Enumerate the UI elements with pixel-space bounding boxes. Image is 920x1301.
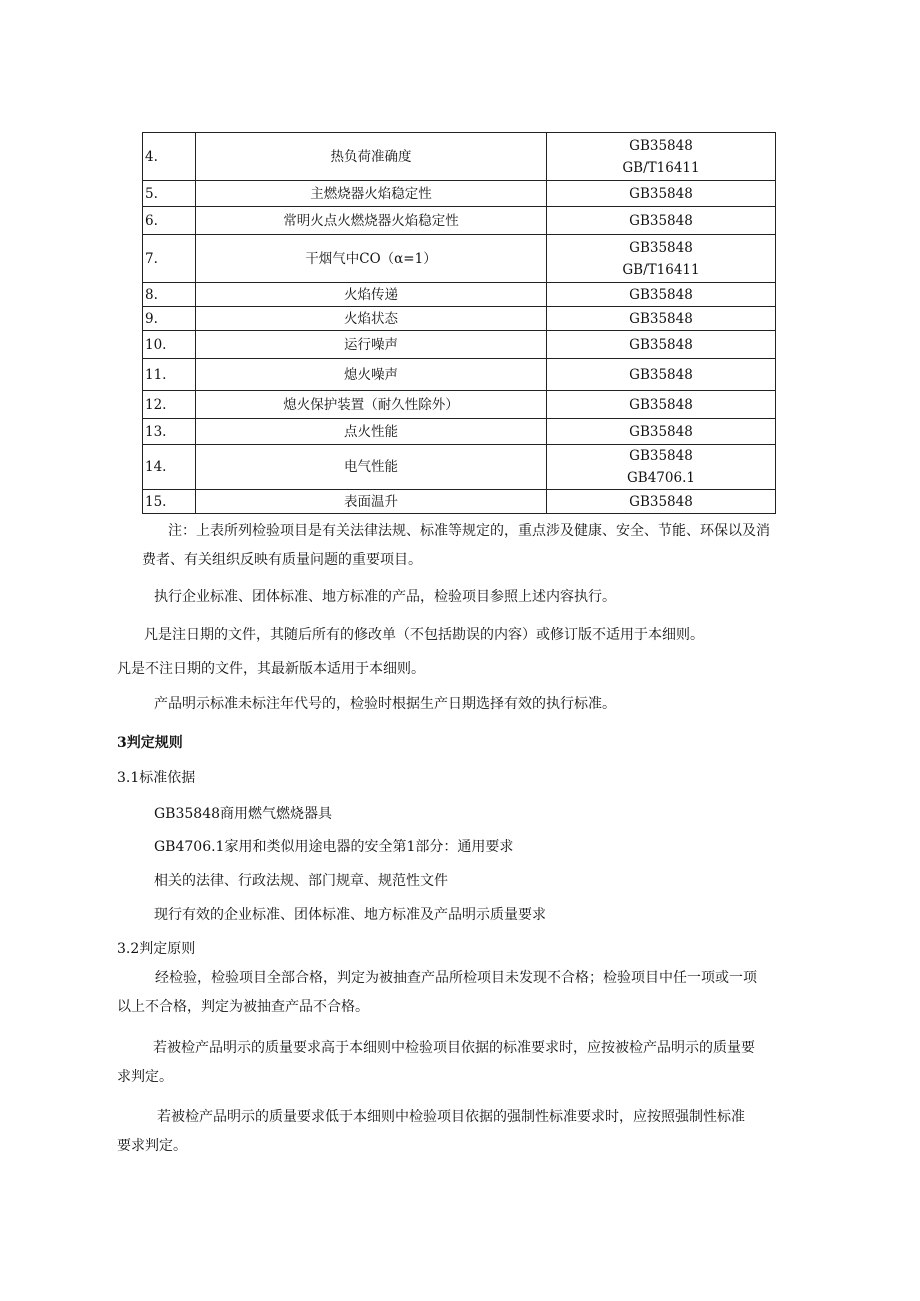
standard-code: GB35848: [629, 366, 693, 383]
inspection-item: 表面温升: [196, 490, 547, 514]
standard-cell: [547, 207, 776, 235]
standard-code: GB35848: [629, 137, 693, 154]
inspection-item: 点火性能: [196, 419, 547, 445]
standard-code: GB35848: [629, 448, 693, 464]
table-row: [143, 133, 776, 181]
exec-standard-paragraph: 执行企业标准、团体标准、地方标准的产品，检验项目参照上述内容执行。: [154, 589, 616, 605]
standard-code: GB35848: [629, 423, 693, 440]
row-number: 15.: [143, 490, 196, 514]
table-row: [143, 359, 776, 391]
row-number: 8.: [143, 283, 196, 307]
standard-cell: [547, 391, 776, 419]
row-number: 14.: [143, 445, 196, 490]
reference-laws: 相关的法律、行政法规、部门规章、规范性文件: [154, 873, 448, 889]
row-number: 6.: [143, 207, 196, 235]
row-number: 11.: [143, 359, 196, 391]
standard-code: GB35848: [629, 212, 693, 229]
standard-code: GB35848: [629, 310, 693, 327]
inspection-item: 热负荷准确度: [196, 133, 547, 181]
table-row: [143, 181, 776, 207]
standard-code: GB35848: [629, 185, 693, 202]
inspection-item: 主燃烧器火焰稳定性: [196, 181, 547, 207]
standard-code: GB/T16411: [622, 261, 700, 278]
inspection-item: 常明火点火燃烧器火焰稳定性: [196, 207, 547, 235]
row-number: 7.: [143, 235, 196, 283]
standard-code: GB35848: [629, 336, 693, 353]
undated-documents-paragraph: 凡是不注日期的文件，其最新版本适用于本细则。: [117, 661, 425, 677]
standard-cell: [547, 419, 776, 445]
standard-cell: [547, 445, 776, 490]
table-row: [143, 419, 776, 445]
standard-cell: [547, 181, 776, 207]
reference-gb35848: GB35848商用燃气燃烧器具: [154, 806, 333, 822]
table-row: [143, 490, 776, 514]
row-number: 12.: [143, 391, 196, 419]
inspection-item: 火焰传递: [196, 283, 547, 307]
section-3-heading: 3判定规则: [117, 735, 183, 751]
inspection-item: 干烟气中CO（α=1）: [196, 235, 547, 283]
table-row: [143, 283, 776, 307]
row-number: 10.: [143, 331, 196, 359]
standard-code: GB35848: [629, 396, 693, 413]
reference-gb4706: GB4706.1家用和类似用途电器的安全第1部分：通用要求: [154, 839, 514, 855]
table-row: [143, 391, 776, 419]
inspection-item: 运行噪声: [196, 331, 547, 359]
standard-code: GB35848: [629, 493, 693, 510]
standard-cell: [547, 235, 776, 283]
judgement-rule-2: 若被检产品明示的质量要求高于本细则中检验项目依据的标准要求时，应按被检产品明示的质量要求判定。: [117, 1040, 755, 1085]
inspection-item: 火焰状态: [196, 307, 547, 331]
standard-cell: [547, 331, 776, 359]
standard-cell: [547, 490, 776, 514]
inspection-items-table: [142, 132, 776, 514]
standard-code: GB35848: [629, 239, 693, 256]
row-number: 9.: [143, 307, 196, 331]
section-3-1-heading: 3.1标准依据: [117, 770, 196, 786]
standard-cell: [547, 307, 776, 331]
inspection-item: 熄火保护装置（耐久性除外）: [196, 391, 547, 419]
inspection-item: 电气性能: [196, 445, 547, 490]
table-row: [143, 331, 776, 359]
row-number: 4.: [143, 133, 196, 181]
judgement-rule-3: 若被检产品明示的质量要求低于本细则中检验项目依据的强制性标准要求时，应按照强制性标准要求判定。: [117, 1109, 745, 1154]
row-number: 5.: [143, 181, 196, 207]
standard-cell: [547, 283, 776, 307]
table-note: 注：上表所列检验项目是有关法律法规、标准等规定的，重点涉及健康、安全、节能、环保以及消费者、有关组织反映有质量问题的重要项目。: [142, 523, 770, 568]
standard-cell: [547, 133, 776, 181]
standard-code: GB/T16411: [622, 159, 700, 176]
table-row: [143, 235, 776, 283]
standard-code: GB35848: [629, 286, 693, 303]
standard-year-paragraph: 产品明示标准未标注年代号的，检验时根据生产日期选择有效的执行标准。: [154, 696, 616, 712]
judgement-rule-1: 经检验，检验项目全部合格，判定为被抽查产品所检项目未发现不合格；检验项目中任一项或一项以上不合格，判定为被抽查产品不合格。: [117, 970, 757, 1015]
standard-cell: [547, 359, 776, 391]
row-number: 13.: [143, 419, 196, 445]
table-row: [143, 207, 776, 235]
table-row: [143, 307, 776, 331]
table-row: [143, 445, 776, 490]
section-3-2-heading: 3.2判定原则: [117, 941, 196, 957]
dated-documents-paragraph: 凡是注日期的文件，其随后所有的修改单（不包括勘误的内容）或修订版不适用于本细则。: [144, 627, 704, 643]
reference-enterprise-standards: 现行有效的企业标准、团体标准、地方标准及产品明示质量要求: [154, 907, 546, 923]
inspection-item: 熄火噪声: [196, 359, 547, 391]
standard-code: GB4706.1: [627, 470, 695, 486]
